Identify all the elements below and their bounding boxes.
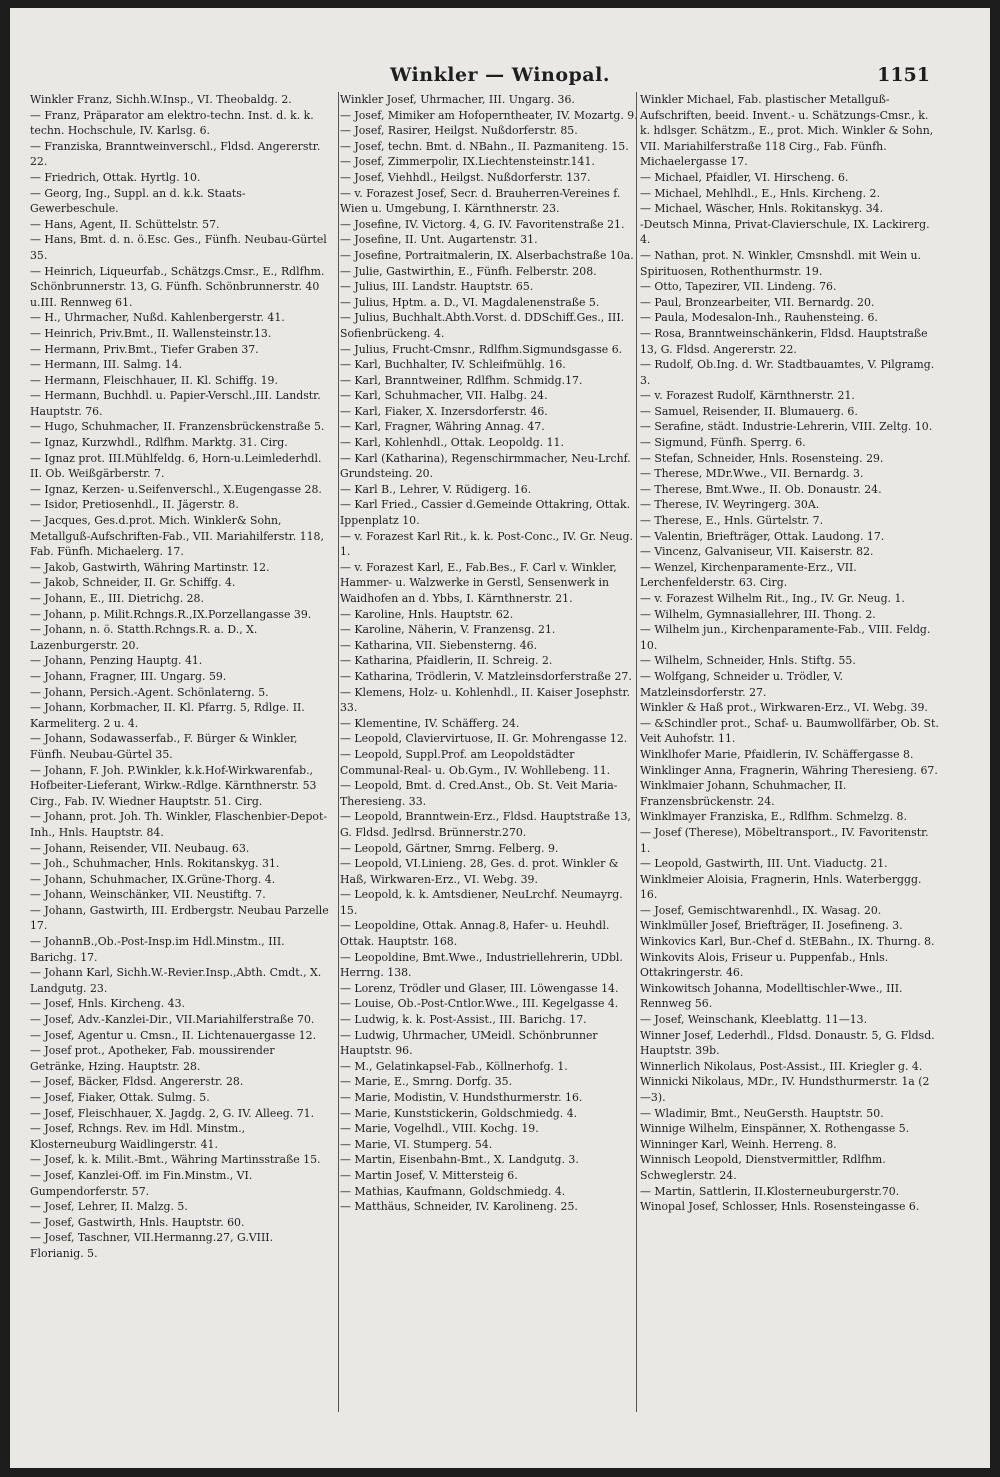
directory-entry: — Franziska, Branntweinverschl., Fldsd. Angererstr. 22. <box>30 139 321 169</box>
directory-entry: — Julius, III. Landstr. Hauptstr. 65. <box>340 280 534 294</box>
directory-entry: Winninger Karl, Weinh. Herreng. 8. <box>640 1137 837 1151</box>
directory-entry: — Martin, Sattlerin, II.Klosterneuburgerstr.70. <box>640 1184 900 1198</box>
directory-entry: — Johann, E., III. Dietrichg. 28. <box>30 592 204 605</box>
directory-entry: — Johann, Korbmacher, II. Kl. Pfarrg. 5, Rdlge. II. Karmeliterg. 2 u. 4. <box>30 701 305 730</box>
directory-entry: — Jacques, Ges.d.prot. Mich. Winkler& Sohn, Metallguß-Aufschriften-Fab., VII. Mariahilferstr. 118, Fab. Fünfh. Michaelerg. 17. <box>30 514 324 559</box>
directory-entry: — Marie, E., Smrng. Dorfg. 35. <box>340 1075 513 1089</box>
directory-entry: — Sigmund, Fünfh. Sperrg. 6. <box>640 436 806 450</box>
directory-entry: — Ludwig, k. k. Post-Assist., III. Barichg. 17. <box>340 1013 587 1027</box>
directory-entry: — Johann, Persich.-Agent. Schönlaterng. 5. <box>30 685 269 699</box>
directory-entry: — Joh., Schuhmacher, Hnls. Rokitanskyg. 31. <box>30 857 280 871</box>
directory-entry: Winklmeier Aloisia, Fragnerin, Hnls. Waterberggg. 16. <box>640 872 922 902</box>
directory-entry: — Isidor, Pretiosenhdl., II. Jägerstr. 8. <box>30 498 239 512</box>
directory-entry: — Lorenz, Trödler und Glaser, III. Löwengasse 14. <box>340 981 619 995</box>
directory-entry: Winkovics Karl, Bur.-Chef d. StEBahn., IX. Thurng. 8. <box>640 935 935 949</box>
directory-entry: Winkler Franz, Sichh.W.Insp., VI. Theobaldg. 2. <box>30 93 292 106</box>
directory-entry: — Johann, Schuhmacher, IX.Grüne-Thorg. 4. <box>30 872 276 886</box>
directory-entry: — Josef, Rchngs. Rev. im Hdl. Minstm., Klosterneuburg Waidlingerstr. 41. <box>30 1122 246 1151</box>
directory-entry: — Josef, techn. Bmt. d. NBahn., II. Pazmaniteng. 15. <box>340 139 629 153</box>
directory-entry: — Ignaz, Kerzen- u.Seifenverschl., X.Eugengasse 28. <box>30 482 322 496</box>
directory-entry: — Hermann, Buchhdl. u. Papier-Verschl.,III. Landstr. Hauptstr. 76. <box>30 389 321 418</box>
directory-entry: Winkler Michael, Fab. plastischer Metallguß-Aufschriften, beeid. Invent.- u. Schätzungs-Cmsr., k. k. hdlsger. Schätzm., E., prot. Mich. Winkler & Sohn, VII. Mariahilferstraße 118 Cirg., Fab. Fünfh. Michaelergasse 17. <box>640 93 934 169</box>
directory-entry: — Michael, Wäscher, Hnls. Rokitanskyg. 34. <box>640 202 884 216</box>
directory-entry: Winnisch Leopold, Dienstvermittler, Rdlfhm. Schweglerstr. 24. <box>640 1153 886 1182</box>
directory-entry: — Leopold, Suppl.Prof. am Leopoldstädter Communal-Real- u. Ob.Gym., IV. Wohllebeng. 11. <box>340 747 611 777</box>
directory-entry: — Therese, E., Hnls. Gürtelstr. 7. <box>640 514 824 528</box>
directory-entry: Winkovits Alois, Friseur u. Puppenfab., Hnls. Ottakringerstr. 46. <box>640 950 889 980</box>
directory-entry: — Johann Karl, Sichh.W.-Revier.Insp.,Abth. Cmdt., X. Landgutg. 23. <box>30 966 322 995</box>
directory-entry: — Ignaz, Kurzwhdl., Rdlfhm. Marktg. 31. Cirg. <box>30 436 288 450</box>
directory-entry: — Wladimir, Bmt., NeuGersth. Hauptstr. 50. <box>640 1106 884 1120</box>
directory-entry: — Therese, IV. Weyringerg. 30A. <box>640 498 820 512</box>
directory-entry: — v. Forazest Josef, Secr. d. Brauherren-Vereines f. Wien u. Umgebung, I. Kärnthnerstr. 23. <box>340 186 621 216</box>
directory-entry: — Josef, Hnls. Kircheng. 43. <box>30 997 185 1011</box>
directory-entry: — Josef, Zimmerpolir, IX.Liechtensteinstr.141. <box>340 155 595 169</box>
directory-page <box>10 8 990 1468</box>
directory-entry: — Johann, Sodawasserfab., F. Bürger & Winkler, Fünfh. Neubau-Gürtel 35. <box>30 732 298 761</box>
page-header <box>10 8 990 92</box>
directory-entry: — Samuel, Reisender, II. Blumauerg. 6. <box>640 404 858 418</box>
page-number: 1151 <box>877 64 930 86</box>
directory-entry: — Johann, Fragner, III. Ungarg. 59. <box>30 669 227 683</box>
directory-entry: Winnerlich Nikolaus, Post-Assist., III. Kriegler g. 4. <box>640 1059 923 1073</box>
directory-entry: — Michael, Mehlhdl., E., Hnls. Kircheng. 2. <box>640 186 880 200</box>
directory-entry: — Josef, Bäcker, Fldsd. Angererstr. 28. <box>30 1075 244 1089</box>
directory-entry: — v. Forazest Karl Rit., k. k. Post-Conc., IV. Gr. Neug. 1. <box>340 529 633 559</box>
directory-entry: — Matthäus, Schneider, IV. Karolineng. 25. <box>340 1200 578 1214</box>
directory-entry: — Karl, Fiaker, X. Inzersdorferstr. 46. <box>340 404 548 418</box>
directory-entry: — Josef, Rasirer, Heilgst. Nußdorferstr. 85. <box>340 124 578 138</box>
directory-entry: — Leopoldine, Ottak. Annag.8, Hafer- u. Heuhdl. Ottak. Hauptstr. 168. <box>340 919 610 949</box>
directory-entry: — Johann, F. Joh. P.Winkler, k.k.Hof-Wirkwarenfab., Hofbeiter-Lieferant, Wirkw.-Rdlge. Kärnthnerstr. 53 Cirg., Fab. IV. Wiedner Hauptstr. 51. Cirg. <box>30 763 317 808</box>
directory-entry: — Jakob, Schneider, II. Gr. Schiffg. 4. <box>30 576 236 590</box>
directory-entry: — Therese, MDr.Wwe., VII. Bernardg. 3. <box>640 467 864 481</box>
directory-entry: Winopal Josef, Schlosser, Hnls. Rosensteingasse 6. <box>640 1200 920 1214</box>
directory-entry: — H., Uhrmacher, Nußd. Kahlenbergerstr. 41. <box>30 311 285 325</box>
directory-entry: — M., Gelatinkapsel-Fab., Köllnerhofg. 1. <box>340 1059 568 1073</box>
directory-entry: — Johann, n. ö. Statth.Rchngs.R. a. D., X. Lazenburgerstr. 20. <box>30 623 258 652</box>
directory-entry: — Marie, VI. Stumperg. 54. <box>340 1137 493 1151</box>
directory-entry: — Josef, Viehhdl., Heilgst. Nußdorferstr. 137. <box>340 170 591 184</box>
directory-entry: — Marie, Kunststickerin, Goldschmiedg. 4. <box>340 1106 578 1120</box>
directory-entry: — Julie, Gastwirthin, E., Fünfh. Felberstr. 208. <box>340 264 597 278</box>
directory-entry: — Therese, Bmt.Wwe., II. Ob. Donaustr. 24. <box>640 482 882 496</box>
directory-entry: — Josef, Kanzlei-Off. im Fin.Minstm., VI. Gumpendorferstr. 57. <box>30 1168 253 1198</box>
directory-entry: — Josefine, II. Unt. Augartenstr. 31. <box>340 233 538 247</box>
directory-entry: — Wenzel, Kirchenparamente-Erz., VII. Lerchenfelderstr. 63. Cirg. <box>640 560 857 590</box>
directory-entry: — Stefan, Schneider, Hnls. Rosensteing. 29. <box>640 451 884 465</box>
directory-entry: — Serafine, städt. Industrie-Lehrerin, VIII. Zeltg. 10. <box>640 420 933 434</box>
directory-entry: — Josef, Weinschank, Kleeblattg. 11—13. <box>640 1013 868 1027</box>
directory-entry: — Georg, Ing., Suppl. an d. k.k. Staats-Gewerbeschule. <box>30 186 246 216</box>
directory-entry: -Deutsch Minna, Privat-Clavierschule, IX. Lackirerg. 4. <box>640 217 930 247</box>
directory-entry: — Wilhelm, Schneider, Hnls. Stiftg. 55. <box>640 654 856 668</box>
directory-entry: Winner Josef, Lederhdl., Fldsd. Donaustr. 5, G. Fldsd. Hauptstr. 39b. <box>640 1028 935 1058</box>
directory-entry: — Johann, p. Milit.Rchngs.R.,IX.Porzellangasse 39. <box>30 607 312 621</box>
directory-entry: — Josef, Agentur u. Cmsn., II. Lichtenauergasse 12. <box>30 1028 317 1042</box>
directory-entry: Winnige Wilhelm, Einspänner, X. Rothengasse 5. <box>640 1122 910 1136</box>
directory-entry: — Leopoldine, Bmt.Wwe., Industriellehrerin, UDbl. Herrng. 138. <box>340 950 623 980</box>
directory-entry: — Katharina, Pfaidlerin, II. Schreig. 2. <box>340 654 553 668</box>
directory-entry: — Paul, Bronzearbeiter, VII. Bernardg. 20. <box>640 295 875 309</box>
directory-entry: — Katharina, VII. Siebensterng. 46. <box>340 638 538 652</box>
directory-entry: — Martin, Eisenbahn-Bmt., X. Landgutg. 3. <box>340 1153 579 1167</box>
directory-entry: — Josef, Fiaker, Ottak. Sulmg. 5. <box>30 1091 210 1104</box>
directory-entry: — Michael, Pfaidler, VI. Hirscheng. 6. <box>640 170 849 184</box>
directory-entry: — Leopold, Claviervirtuose, II. Gr. Mohrengasse 12. <box>340 732 628 746</box>
directory-entry: — Josef, Adv.-Kanzlei-Dir., VII.Mariahilferstraße 70. <box>30 1013 315 1027</box>
directory-entry: — Klemens, Holz- u. Kohlenhdl., II. Kaiser Josephstr. 33. <box>340 685 630 715</box>
directory-entry: — Leopold, Bmt. d. Cred.Anst., Ob. St. Veit Maria-Theresieng. 33. <box>340 779 618 808</box>
column-divider <box>338 92 339 1412</box>
directory-entry: — Leopold, k. k. Amtsdiener, NeuLrchf. Neumayrg. 15. <box>340 888 623 917</box>
directory-entry: — Johann, Weinschänker, VII. Neustiftg. 7. <box>30 888 266 902</box>
directory-entry: — Otto, Tapezirer, VII. Lindeng. 76. <box>640 280 837 294</box>
directory-entry: — Hugo, Schuhmacher, II. Franzensbrückenstraße 5. <box>30 420 325 434</box>
directory-entry: — Josef (Therese), Möbeltransport., IV. Favoritenstr. 1. <box>640 825 929 855</box>
directory-entry: — Wolfgang, Schneider u. Trödler, V. Matzleinsdorferstr. 27. <box>640 669 844 699</box>
directory-entry: — Rudolf, Ob.Ing. d. Wr. Stadtbauamtes, V. Pilgramg. 3. <box>640 358 935 387</box>
directory-entry: Winnicki Nikolaus, MDr., IV. Hundsthurmerstr. 1a (2—3). <box>640 1075 930 1104</box>
directory-entry: — Hans, Bmt. d. n. ö.Esc. Ges., Fünfh. Neubau-Gürtel 35. <box>30 233 327 262</box>
directory-entry: — Julius, Buchhalt.Abth.Vorst. d. DDSchiff.Ges., III. Sofienbrückeng. 4. <box>340 311 625 340</box>
directory-entry: — Karl, Buchhalter, IV. Schleifmühlg. 16. <box>340 358 566 372</box>
directory-entry: — Heinrich, Liqueurfab., Schätzgs.Cmsr., E., Rdlfhm. Schönbrunnerstr. 13, G. Fünfh. Schönbrunnerstr. 40 u.III. Rennweg 61. <box>30 264 325 309</box>
directory-entry: — Josef, Gastwirth, Hnls. Hauptstr. 60. <box>30 1215 245 1229</box>
directory-entry: — Johann, Reisender, VII. Neubaug. 63. <box>30 841 250 855</box>
directory-entry: — Karoline, Näherin, V. Franzensg. 21. <box>340 623 556 637</box>
directory-entry: — Heinrich, Priv.Bmt., II. Wallensteinstr.13. <box>30 326 272 340</box>
directory-entry: — Martin Josef, V. Mittersteig 6. <box>340 1168 518 1182</box>
directory-entry: — Paula, Modesalon-Inh., Rauhensteing. 6. <box>640 311 878 325</box>
directory-entry: — Hermann, Priv.Bmt., Tiefer Graben 37. <box>30 342 259 356</box>
directory-entry: — Mathias, Kaufmann, Goldschmiedg. 4. <box>340 1184 566 1198</box>
directory-entry: — Hermann, Fleischhauer, II. Kl. Schiffg. 19. <box>30 373 278 387</box>
directory-entry: Winklmayer Franziska, E., Rdlfhm. Schmelzg. 8. <box>640 810 907 824</box>
directory-entry: — Friedrich, Ottak. Hyrtlg. 10. <box>30 170 201 184</box>
directory-entry: — Ludwig, Uhrmacher, UMeidl. Schönbrunner Hauptstr. 96. <box>340 1028 598 1058</box>
directory-entry: Winklhofer Marie, Pfaidlerin, IV. Schäffergasse 8. <box>640 747 914 761</box>
directory-entry: — Valentin, Briefträger, Ottak. Laudong. 17. <box>640 529 885 543</box>
directory-entry: — Karl B., Lehrer, V. Rüdigerg. 16. <box>340 482 532 496</box>
directory-entry: — Franz, Präparator am elektro-techn. Inst. d. k. k. techn. Hochschule, IV. Karlsg. 6. <box>30 108 314 138</box>
directory-entry: — Johann, prot. Joh. Th. Winkler, Flaschenbier-Depot-Inh., Hnls. Hauptstr. 84. <box>30 810 328 839</box>
directory-entry: — Ignaz prot. III.Mühlfeldg. 6, Horn-u.Leimlederhdl. II. Ob. Weißgärberstr. 7. <box>30 451 322 481</box>
directory-entry: — Louise, Ob.-Post-Cntlor.Wwe., III. Kegelgasse 4. <box>340 997 619 1011</box>
directory-entry: — Jakob, Gastwirth, Währing Martinstr. 12. <box>30 560 270 574</box>
directory-entry: Winkler Josef, Uhrmacher, III. Ungarg. 36. <box>340 93 575 106</box>
directory-entry: Winklmaier Johann, Schuhmacher, II. Franzensbrückenstr. 24. <box>640 779 847 808</box>
directory-entry: — v. Forazest Karl, E., Fab.Bes., F. Carl v. Winkler, Hammer- u. Walzwerke in Gerstl, Sensenwerk in Waidhofen an d. Ybbs, I. Kärnthnerstr. 21. <box>340 560 617 605</box>
directory-entry: — Wilhelm jun., Kirchenparamente-Fab., VIII. Feldg. 10. <box>640 623 931 652</box>
directory-entry: — Josef, Fleischhauer, X. Jagdg. 2, G. IV. Alleeg. 71. <box>30 1106 315 1120</box>
directory-entry: — Josef, Mimiker am Hofoperntheater, IV. Mozartg. 9. <box>340 108 638 122</box>
directory-entry: — Karl, Schuhmacher, VII. Halbg. 24. <box>340 389 548 403</box>
directory-entry: — Nathan, prot. N. Winkler, Cmsnshdl. mit Wein u. Spirituosen, Rothenthurmstr. 19. <box>640 248 922 278</box>
directory-entry: Winkowitsch Johanna, Modelltischler-Wwe., III. Rennweg 56. <box>640 981 903 1011</box>
directory-entry: — Leopold, Branntwein-Erz., Fldsd. Hauptstraße 13, G. Fldsd. Jedlrsd. Brünnerstr.270. <box>340 810 631 839</box>
directory-entry: — Josef, Gemischtwarenhdl., IX. Wasag. 20. <box>640 903 882 917</box>
directory-entry: — Josefine, IV. Victorg. 4, G. IV. Favoritenstraße 21. <box>340 217 625 231</box>
directory-entry: — v. Forazest Wilhelm Rit., Ing., IV. Gr. Neug. 1. <box>640 592 905 605</box>
directory-entry: — Rosa, Branntweinschänkerin, Fldsd. Hauptstraße 13, G. Fldsd. Angererstr. 22. <box>640 326 928 356</box>
directory-entry: — Katharina, Trödlerin, V. Matzleinsdorferstraße 27. <box>340 669 632 683</box>
directory-entry: Winklmüller Josef, Briefträger, II. Josefineng. 3. <box>640 919 903 933</box>
directory-entry: — Johann, Gastwirth, III. Erdbergstr. Neubau Parzelle 17. <box>30 903 329 933</box>
directory-entry: — Hans, Agent, II. Schüttelstr. 57. <box>30 217 220 231</box>
directory-entry: — Josef, k. k. Milit.-Bmt., Währing Martinsstraße 15. <box>30 1153 321 1167</box>
directory-entry: — JohannB.,Ob.-Post-Insp.im Hdl.Minstm., III. Barichg. 17. <box>30 935 285 964</box>
directory-entry: — Leopold, VI.Linieng. 28, Ges. d. prot. Winkler & Haß, Wirkwaren-Erz., VI. Webg. 39. <box>340 857 619 886</box>
directory-entry: — Julius, Frucht-Cmsnr., Rdlfhm.Sigmundsgasse 6. <box>340 342 623 356</box>
column-3 <box>640 92 940 1412</box>
directory-entry: — Karl, Branntweiner, Rdlfhm. Schmidg.17. <box>340 373 583 387</box>
directory-entry: — Marie, Modistin, V. Hundsthurmerstr. 16. <box>340 1091 583 1104</box>
directory-entry: — Karl (Katharina), Regenschirmmacher, Neu-Lrchf. Grundsteing. 20. <box>340 451 631 481</box>
directory-entry: — Wilhelm, Gymnasiallehrer, III. Thong. 2. <box>640 607 876 621</box>
directory-entry: — &Schindler prot., Schaf- u. Baumwollfärber, Ob. St. Veit Auhofstr. 11. <box>640 716 939 746</box>
directory-entry: — Marie, Vogelhdl., VIII. Kochg. 19. <box>340 1122 539 1136</box>
column-1 <box>30 92 330 1412</box>
directory-entry: — Hermann, III. Salmg. 14. <box>30 358 183 372</box>
directory-entry: — Karl, Fragner, Währing Annag. 47. <box>340 420 545 434</box>
directory-entry: — Josefine, Portraitmalerin, IX. Alserbachstraße 10a. <box>340 248 634 262</box>
directory-entry: — Josef, Taschner, VII.Hermanng.27, G.VIII. Florianig. 5. <box>30 1231 274 1260</box>
directory-entry: — Karl Fried., Cassier d.Gemeinde Ottakring, Ottak. Ippenplatz 10. <box>340 498 631 528</box>
directory-entry: — Vincenz, Galvaniseur, VII. Kaiserstr. 82. <box>640 545 874 559</box>
directory-entry: — Leopold, Gastwirth, III. Unt. Viaductg. 21. <box>640 857 888 871</box>
directory-entry: — Josef prot., Apotheker, Fab. moussirender Getränke, Hzing. Hauptstr. 28. <box>30 1044 275 1073</box>
directory-entry: — Karoline, Hnls. Hauptstr. 62. <box>340 607 514 621</box>
directory-entry: — Julius, Hptm. a. D., VI. Magdalenenstraße 5. <box>340 295 600 309</box>
directory-entry: — Klementine, IV. Schäfferg. 24. <box>340 716 520 730</box>
page-title: Winkler — Winopal. <box>390 64 610 86</box>
directory-entry: — Karl, Kohlenhdl., Ottak. Leopoldg. 11. <box>340 436 564 450</box>
directory-entry: — Josef, Lehrer, II. Malzg. 5. <box>30 1200 188 1214</box>
column-2 <box>340 92 640 1412</box>
directory-entry: — Johann, Penzing Hauptg. 41. <box>30 654 203 668</box>
directory-entry: — v. Forazest Rudolf, Kärnthnerstr. 21. <box>640 389 855 403</box>
directory-entry: Winklinger Anna, Fragnerin, Währing Theresieng. 67. <box>640 763 938 777</box>
directory-entry: — Leopold, Gärtner, Smrng. Felberg. 9. <box>340 841 559 855</box>
directory-entry: Winkler & Haß prot., Wirkwaren-Erz., VI. Webg. 39. <box>640 701 928 715</box>
